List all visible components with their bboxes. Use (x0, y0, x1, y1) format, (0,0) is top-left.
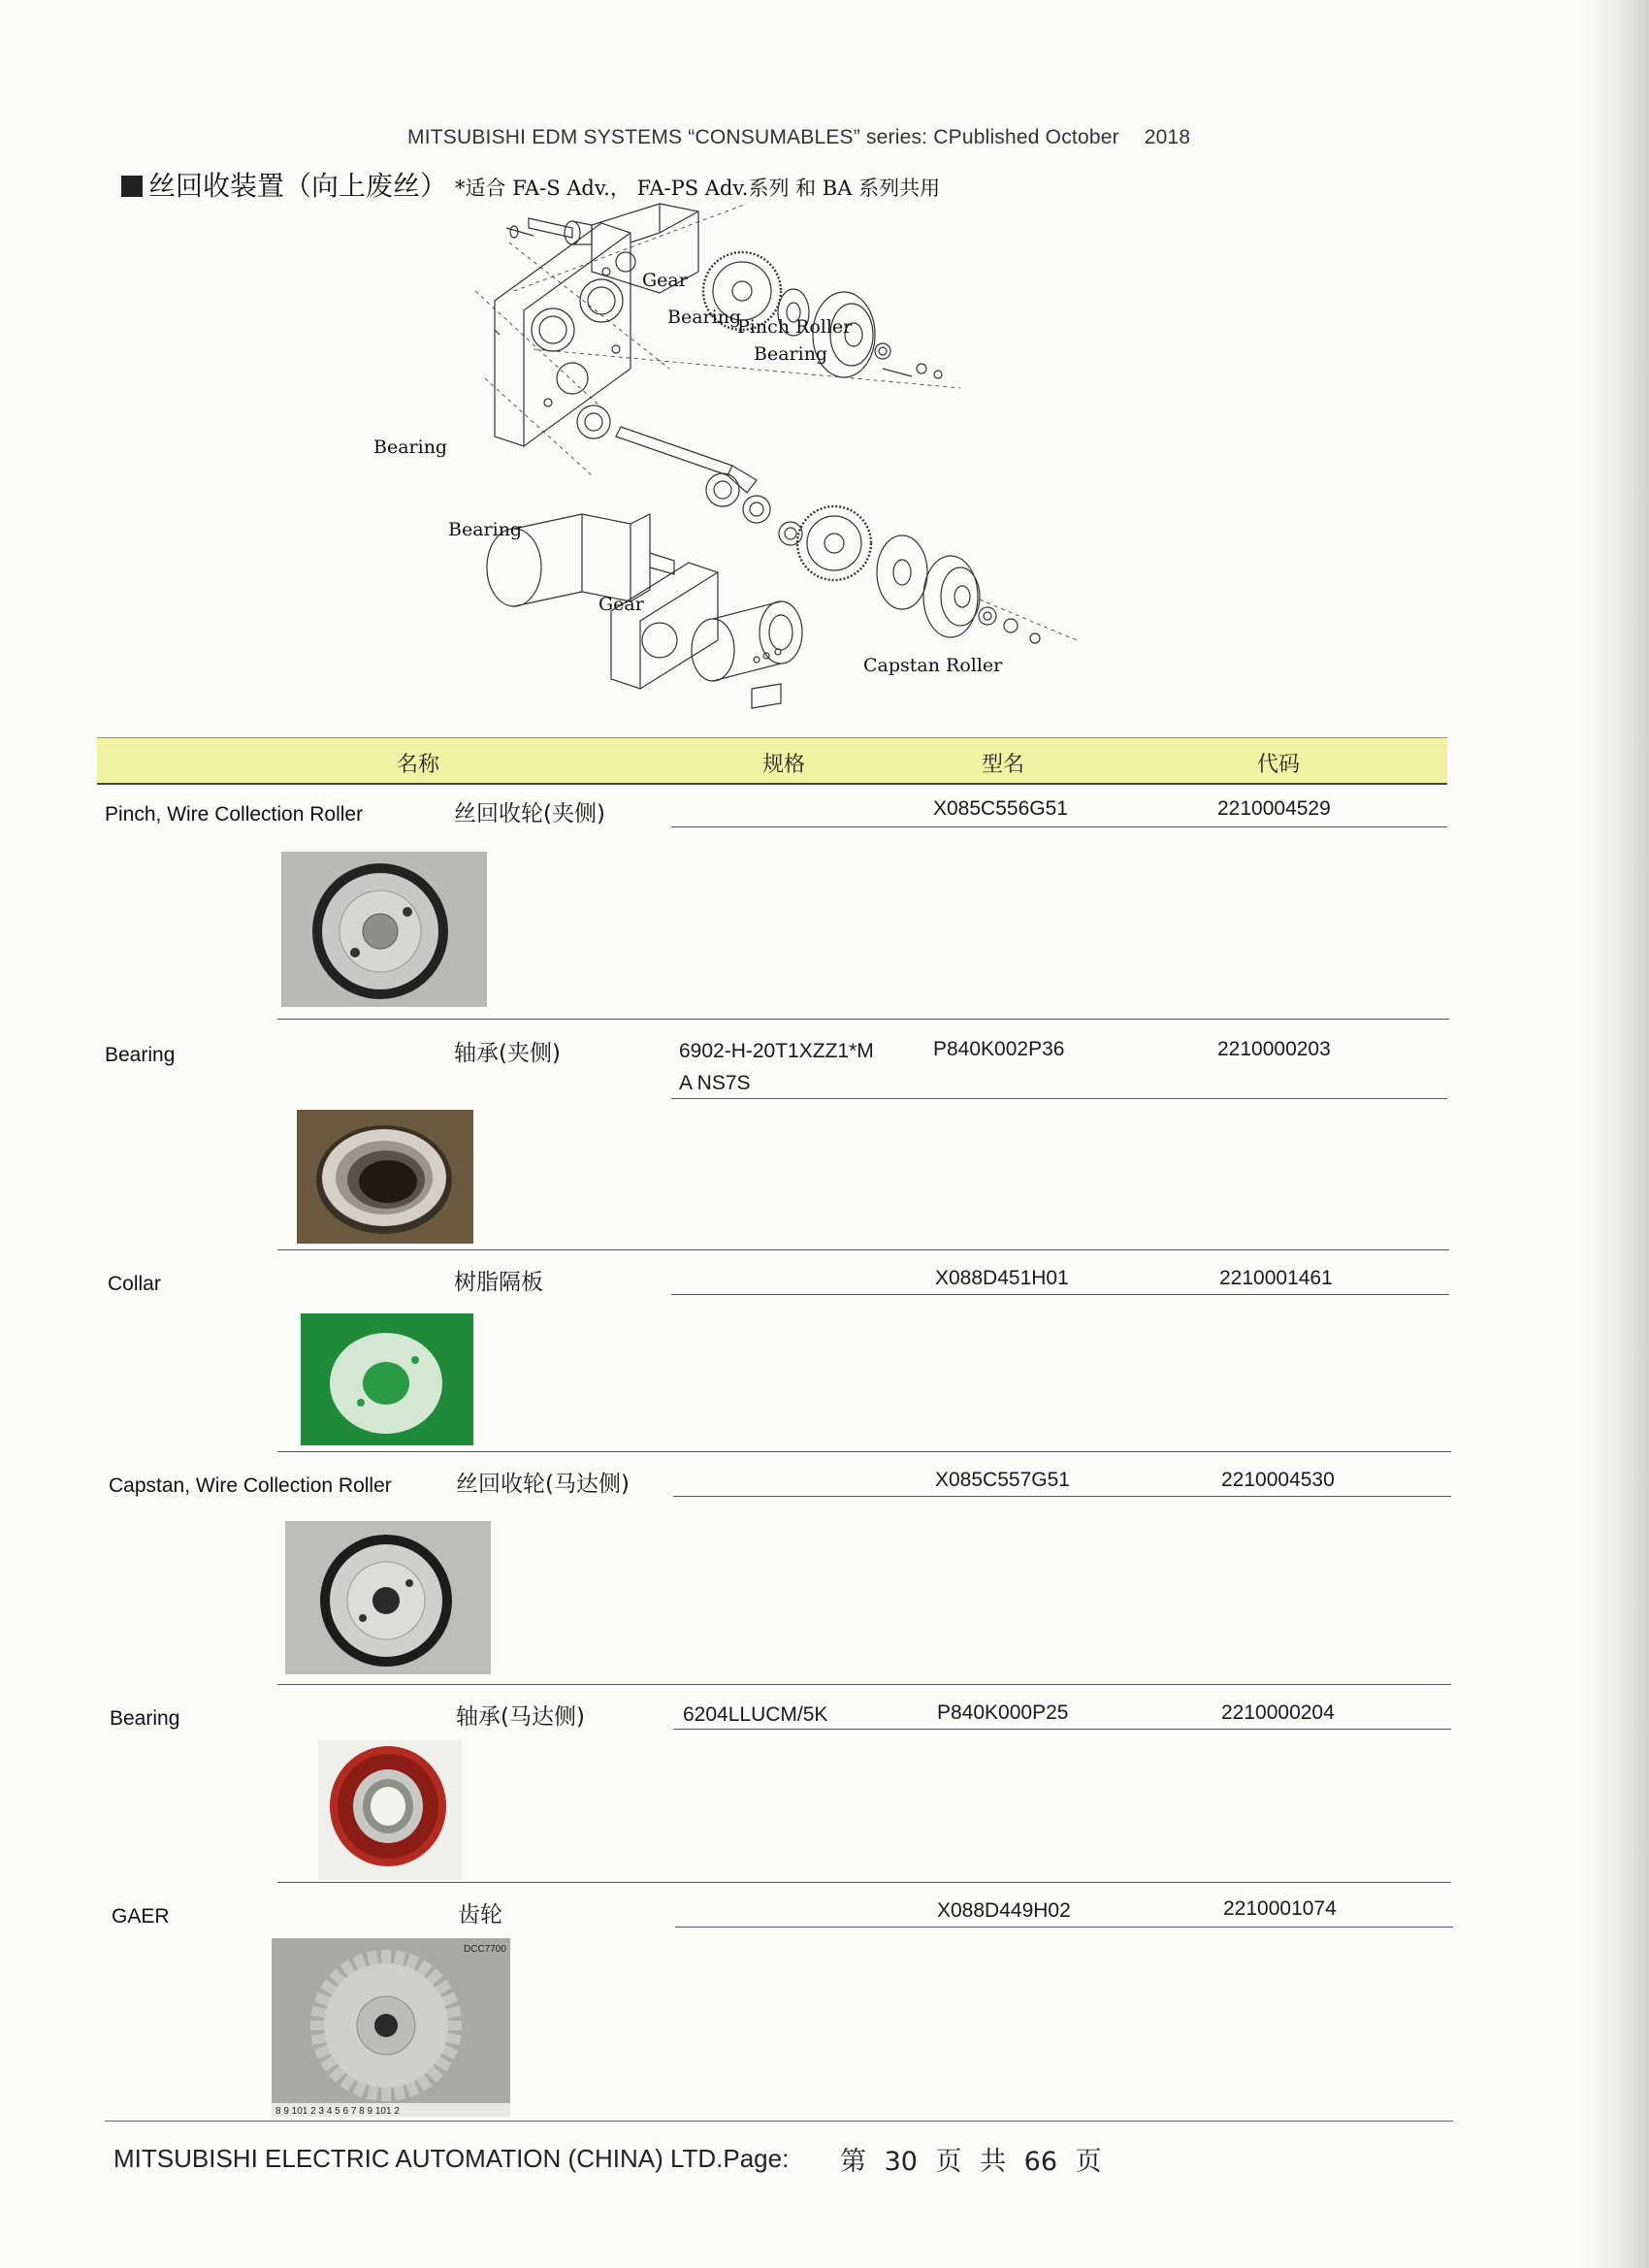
row4-name-cn: 丝回收轮(马达侧) (456, 1472, 630, 1497)
diagram-label-bearing-left: Bearing (373, 437, 448, 458)
row3-name-en: Collar (108, 1273, 161, 1295)
row6-model: X088D449H02 (937, 1899, 1071, 1922)
row1-name-en: Pinch, Wire Collection Roller (105, 803, 364, 826)
row1-name-cn: 丝回收轮(夹侧) (454, 801, 605, 826)
motor-drawing (487, 529, 541, 606)
row2-name-en: Bearing (105, 1044, 176, 1066)
column-spec: 规格 (762, 753, 806, 777)
publication-text: MITSUBISHI EDM SYSTEMS “CONSUMABLES” series: CPublished October (407, 126, 1119, 148)
publication-year: 2018 (1144, 126, 1191, 148)
diagram-label-bearing-mid: Bearing (448, 519, 523, 540)
footer-company: MITSUBISHI ELECTRIC AUTOMATION (CHINA) LTD.Page: (113, 2144, 790, 2173)
row2-spec-line2: A NS7S (679, 1072, 751, 1094)
diagram-label-bearing-right: Bearing (754, 343, 828, 365)
row6-photo-gear (272, 1938, 510, 2117)
row6-spec-rule (675, 1927, 1453, 1928)
row3-photo-collar (301, 1313, 473, 1445)
row4-name-en: Capstan, Wire Collection Roller (109, 1474, 392, 1497)
row4-photo-capstan-roller (285, 1521, 491, 1674)
row2-model: P840K002P36 (933, 1038, 1065, 1060)
publication-header (407, 126, 1190, 149)
row4-code: 2210004530 (1221, 1469, 1335, 1491)
row6-name-en: GAER (112, 1905, 170, 1928)
row5-model: P840K000P25 (937, 1701, 1069, 1724)
row4-model: X085C557G51 (935, 1469, 1070, 1491)
ruler-scale: 8 9 101 2 3 4 5 6 7 8 9 101 2 (275, 2106, 400, 2117)
table-header (97, 737, 1447, 785)
diagram-label-gear-bottom: Gear (598, 594, 644, 615)
row5-spec-line1: 6204LLUCM/5K (683, 1703, 828, 1726)
row2-spec-rule (671, 1098, 1447, 1099)
mounting-plate (495, 223, 630, 446)
diagram-label-capstan-roller: Capstan Roller (863, 655, 1003, 676)
footer-page-number: 第 30 页 共 66 页 (840, 2147, 1102, 2177)
row3-code: 2210001461 (1219, 1267, 1333, 1289)
row4-spec-rule (673, 1496, 1451, 1497)
row5-name-en: Bearing (110, 1707, 180, 1730)
row2-spec-line1: 6902-H-20T1XZZ1*M (679, 1040, 874, 1062)
title-main: 丝回收装置（向上废丝） (148, 170, 448, 202)
row5-bottom-rule (277, 1882, 1451, 1883)
row5-spec-rule (673, 1729, 1451, 1730)
row2-name-cn: 轴承(夹侧) (454, 1041, 561, 1066)
row1-photo-pinch-roller (281, 852, 487, 1007)
row3-name-cn: 树脂隔板 (454, 1270, 543, 1295)
row6-name-cn: 齿轮 (458, 1902, 502, 1928)
diagram-label-gear-top: Gear (642, 270, 688, 291)
row5-photo-bearing (318, 1740, 462, 1880)
gear-lower-drawing (797, 506, 871, 580)
footer-rule (105, 2121, 1453, 2122)
column-name: 名称 (397, 753, 440, 777)
scan-edge-shadow (1581, 0, 1649, 2268)
row2-photo-bearing (297, 1110, 473, 1244)
row3-bottom-rule (277, 1451, 1451, 1452)
row2-code: 2210000203 (1217, 1038, 1331, 1060)
gear-photo-tag: DCC7700 (464, 1944, 506, 1955)
row4-bottom-rule (277, 1684, 1451, 1685)
column-code: 代码 (1257, 753, 1301, 777)
lower-bracket-drawing (611, 563, 718, 689)
page-title (121, 165, 940, 204)
row5-name-cn: 轴承(马达侧) (456, 1704, 585, 1730)
row1-spec-rule (671, 826, 1447, 827)
row1-bottom-rule (277, 1019, 1449, 1020)
diagram-label-pinch-roller: Pinch Roller (737, 316, 853, 338)
bearing-left-drawing (577, 405, 610, 438)
column-model: 型名 (982, 753, 1025, 777)
row1-code: 2210004529 (1217, 797, 1331, 820)
diagram-label-bearing-top: Bearing (667, 307, 742, 328)
row6-code: 2210001074 (1223, 1897, 1337, 1920)
row3-spec-rule (671, 1294, 1449, 1295)
exploded-assembly-diagram (373, 233, 1154, 698)
shaft-drawing (616, 427, 732, 475)
title-square-bullet (121, 176, 143, 197)
row5-code: 2210000204 (1221, 1701, 1335, 1724)
row2-bottom-rule (277, 1249, 1449, 1250)
title-note: *适合 FA-S Adv.， FA-PS Adv.系列 和 BA 系列共用 (455, 177, 941, 200)
row1-model: X085C556G51 (933, 797, 1068, 820)
row3-model: X088D451H01 (935, 1267, 1069, 1289)
